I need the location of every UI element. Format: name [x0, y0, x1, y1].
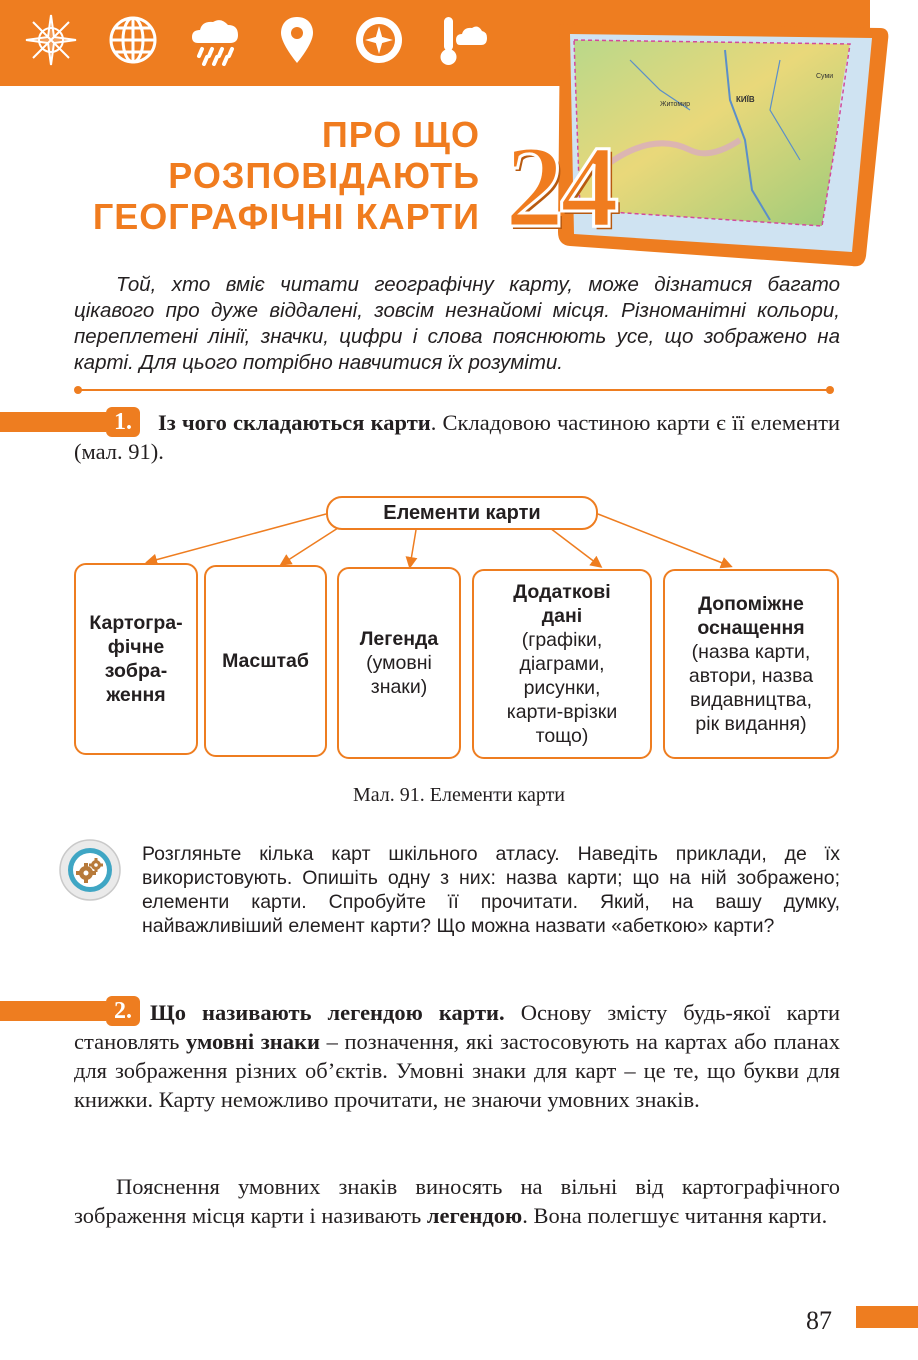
divider-line	[74, 386, 834, 394]
footer-bar	[856, 1306, 918, 1328]
section1-paragraph	[74, 408, 840, 466]
intro-paragraph: Той, хто вміє читати географічну карту, може дізнатися багато цікавого про дуже віддалені, зовсім незнайомі місця. Різноманітні кольори, переплетені лінії, значки, цифри і слова пояснюють усе, що зображено на карті. Для цього потрібно навчитися їх розуміти.	[74, 273, 840, 374]
diagram-leaf-cartographic-image	[74, 563, 198, 755]
leaf-title: Картогра- фічне зобра- ження	[89, 612, 183, 706]
map-label-zhytomyr: Житомир	[660, 101, 691, 108]
section2-text: Основу змісту будь-якої карти становлять	[74, 1000, 840, 1054]
section2-heading: Що називають легендою карти.	[150, 1000, 505, 1025]
leaf-title: Допоміжне оснащення	[697, 593, 805, 639]
diagram-root-box: Елементи карти	[326, 496, 598, 530]
rain-cloud-icon	[184, 8, 246, 72]
section2-text: Пояснення умовних знаків виносять на вільні від картографічного зображення місця карти і називають	[74, 1174, 840, 1228]
leaf-detail: (умовні знаки)	[366, 652, 432, 698]
map-label-sumy: Суми	[816, 73, 834, 80]
compass-rose-icon	[20, 8, 82, 72]
section-number-badge: 1.	[106, 407, 140, 437]
section2-paragraph	[74, 998, 840, 1114]
task-body: Розгляньте кілька карт шкільного атласу. Наведіть приклади, де їх використовують. Опишіть одну з них: назва карти; що на ній зображено; елементи карти. Спробуйте її прочитати. Який, на вашу думку, найважливіший елемент карти? Що можна назвати «абеткою» карти?	[142, 843, 840, 937]
diagram-leaf-auxiliary-equipment	[663, 569, 839, 759]
leaf-title: Додаткові дані	[513, 581, 611, 627]
leaf-detail: (назва карти, автори, назва видавництва, рік видання)	[688, 641, 814, 735]
page-number: 87	[806, 1306, 832, 1335]
chapter-title	[93, 114, 480, 237]
title-line: ГЕОГРАФІЧНІ КАРТИ	[92, 196, 480, 237]
leaf-title: Легенда	[359, 628, 439, 650]
figure-caption: Мал. 91. Елементи карти	[352, 784, 566, 806]
leaf-title: Масштаб	[222, 650, 309, 672]
section2-text: . Вона полегшує читання карти.	[522, 1203, 828, 1228]
thermometer-cloud-icon	[430, 8, 492, 72]
section2-text: – позначення, які застосовують на картах або планах для зображення різних об’єктів. Умовні знаки для карт – це те, що букви для книжки. Карту неможливо прочитати, не знаючи умовних знаків.	[74, 1029, 840, 1112]
diagram-leaf-scale	[204, 565, 327, 757]
location-pin-icon	[266, 8, 328, 72]
term-conventional-signs: умовні знаки	[186, 1029, 320, 1054]
globe-icon	[102, 8, 164, 72]
header-icons	[20, 8, 512, 76]
leaf-detail: (графіки, діаграми, рисунки, карти-врізки тощо)	[506, 629, 618, 747]
section1-text: . Складовою частиною карти є її елементи (мал. 91).	[74, 410, 840, 464]
task-text	[74, 842, 840, 938]
diagram-leaf-legend	[337, 567, 461, 759]
section1-heading: Із чого складаються карти	[158, 410, 431, 435]
title-line: ПРО ЩО	[321, 114, 480, 155]
title-line: РОЗПОВІДАЮТЬ	[168, 155, 480, 196]
term-legend: легендою	[426, 1203, 523, 1228]
section-number-badge: 2.	[106, 996, 140, 1026]
compass-icon	[348, 8, 410, 72]
chapter-number: 24	[505, 121, 615, 252]
map-label-kyiv: КИЇВ	[736, 95, 755, 104]
diagram-leaf-additional-data	[472, 569, 652, 759]
section2-paragraph-2	[74, 1172, 840, 1230]
